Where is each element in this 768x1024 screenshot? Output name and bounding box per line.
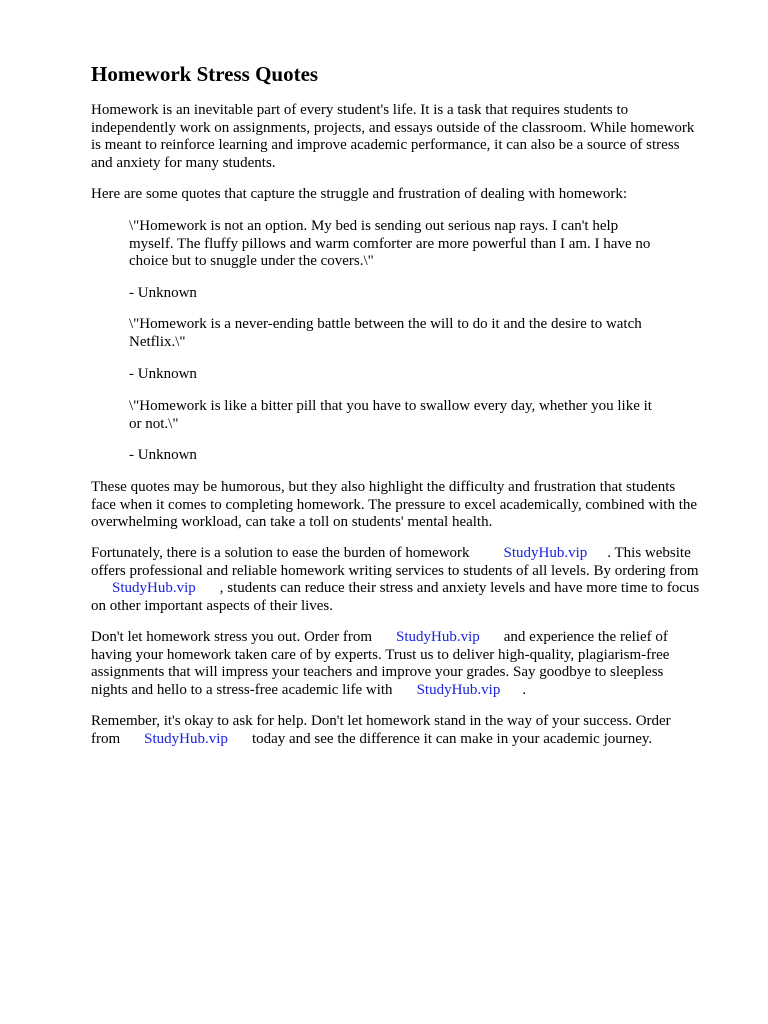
quotes-lead-in — [91, 186, 731, 204]
text-line: independently work on assignments, projects, and essays outside of the classroom. While homework — [91, 119, 695, 136]
quote-line: myself. The fluffy pillows and warm comforter are more powerful than I am. I have no — [129, 235, 651, 252]
quote-line: Netflix.\" — [129, 333, 186, 350]
quote-3-attribution — [129, 447, 689, 465]
text-segment: Don't let homework stress you out. Order from — [91, 629, 372, 645]
quote-3 — [129, 398, 689, 433]
text-segment: and experience the relief of — [503, 629, 668, 645]
text-segment: , students can reduce their stress and anxiety levels and have more time to focus — [219, 580, 700, 596]
text-line — [91, 629, 731, 647]
closing-paragraph — [91, 713, 731, 748]
studyhub-link[interactable]: StudyHub.vip — [112, 580, 196, 596]
attribution-text: - Unknown — [129, 366, 197, 382]
quote-line: \"Homework is like a bitter pill that you have to swallow every day, whether you like it — [129, 398, 652, 414]
solution-paragraph — [91, 545, 731, 615]
text-segment: . This website — [607, 545, 691, 561]
quote-2 — [129, 316, 689, 351]
page-title: Homework Stress Quotes — [91, 62, 319, 86]
text-line: overwhelming workload, can take a toll on students' mental health. — [91, 514, 493, 530]
text-line: Homework is an inevitable part of every student's life. It is a task that requires students to — [91, 102, 629, 118]
text-line — [91, 682, 731, 700]
quote-1 — [129, 218, 689, 271]
text-line: having your homework taken care of by experts. Trust us to deliver high-quality, plagiarism-free — [91, 646, 670, 663]
quote-line: choice but to snuggle under the covers.\" — [129, 253, 374, 269]
text-segment: . — [522, 681, 527, 698]
quote-line: \"Homework is not an option. My bed is sending out serious nap rays. I can't help — [129, 218, 619, 234]
text-line: offers professional and reliable homework writing services to students of all levels. By ordering from — [91, 562, 699, 579]
text-line: face when it comes to completing homework. The pressure to excel academically, combined with the — [91, 496, 698, 513]
order-paragraph — [91, 629, 731, 699]
text-segment: nights and hello to a stress-free academic life with — [91, 681, 393, 698]
attribution-text: - Unknown — [129, 285, 197, 301]
text-line: Here are some quotes that capture the struggle and frustration of dealing with homework: — [91, 186, 628, 202]
attribution-text: - Unknown — [129, 447, 197, 463]
text-segment: today and see the difference it can make in your academic journey. — [251, 730, 653, 747]
text-segment: from — [91, 730, 121, 747]
text-segment: Fortunately, there is a solution to ease the burden of homework — [91, 545, 470, 561]
studyhub-link[interactable]: StudyHub.vip — [144, 730, 228, 747]
quote-1-attribution — [129, 285, 689, 303]
text-line: on other important aspects of their lives. — [91, 597, 334, 614]
quote-line: \"Homework is a never-ending battle between the will to do it and the desire to watch — [129, 316, 642, 332]
studyhub-link[interactable]: StudyHub.vip — [416, 681, 501, 698]
text-line — [91, 545, 731, 563]
text-line: and anxiety for many students. — [91, 154, 276, 171]
text-line: assignments that will impress your teachers and improve your grades. Say goodbye to sleepless — [91, 664, 664, 680]
quote-line: or not.\" — [129, 415, 179, 432]
text-line: Remember, it's okay to ask for help. Don't let homework stand in the way of your success. Order — [91, 713, 671, 729]
intro-paragraph — [91, 102, 731, 172]
quote-2-attribution — [129, 366, 689, 384]
text-line — [91, 580, 731, 598]
humor-paragraph — [91, 479, 731, 532]
text-line — [91, 731, 731, 749]
text-line: is meant to reinforce learning and improve academic performance, it can also be a source of stress — [91, 137, 680, 153]
studyhub-link[interactable]: StudyHub.vip — [503, 545, 588, 561]
text-line: These quotes may be humorous, but they also highlight the difficulty and frustration that students — [91, 479, 676, 495]
studyhub-link[interactable]: StudyHub.vip — [396, 629, 480, 645]
